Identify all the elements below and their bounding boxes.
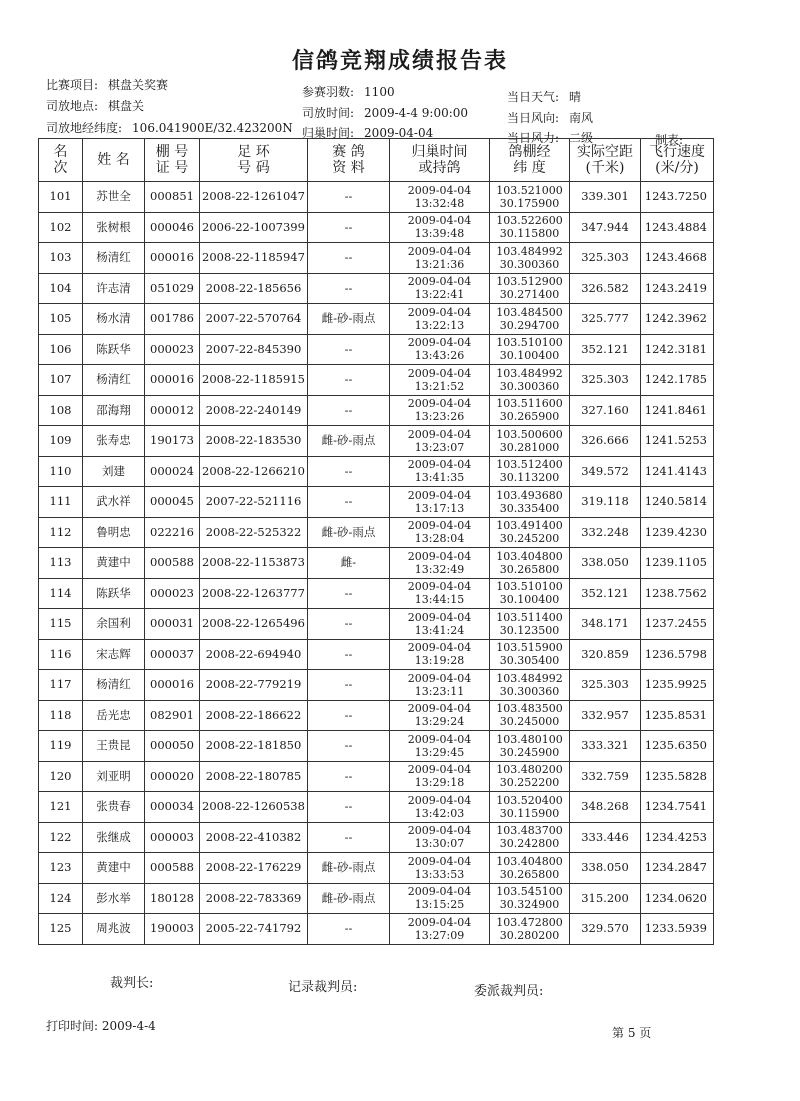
return-time: 归巢时间: 2009-04-04: [302, 126, 434, 140]
speed-cell: 1240.5814: [641, 487, 714, 518]
loft-coords-cell: 103.472800 30.280200: [490, 914, 570, 945]
speed-cell: 1241.4143: [641, 456, 714, 487]
report-title: 信鸽竞翔成绩报告表: [291, 48, 508, 74]
results-table: [38, 138, 714, 945]
arrival-cell: 2009-04-04 13:23:07: [390, 426, 490, 457]
name-cell: 彭水举: [83, 883, 145, 914]
name-cell: 杨清红: [83, 243, 145, 274]
distance-cell: 349.572: [570, 456, 641, 487]
loft-coords-cell: 103.483500 30.245000: [490, 700, 570, 731]
name-cell: 刘建: [83, 456, 145, 487]
speed-cell: 1238.7562: [641, 578, 714, 609]
loft-cell: 000588: [145, 548, 200, 579]
rank-cell: 120: [39, 761, 83, 792]
speed-cell: 1239.1105: [641, 548, 714, 579]
distance-cell: 348.171: [570, 609, 641, 640]
name-cell: 张贵春: [83, 792, 145, 823]
speed-cell: 1234.2847: [641, 853, 714, 884]
table-row: [39, 883, 714, 914]
wind-force: 当日风力: 二级: [507, 131, 594, 145]
loft-coords-cell: 103.493680 30.335400: [490, 487, 570, 518]
header-name: 姓 名: [83, 139, 145, 182]
ring-cell: 2005-22-741792: [200, 914, 308, 945]
table-row: [39, 578, 714, 609]
loft-cell: 000046: [145, 212, 200, 243]
speed-cell: 1235.9925: [641, 670, 714, 701]
rank-cell: 117: [39, 670, 83, 701]
arrival-cell: 2009-04-04 13:42:03: [390, 792, 490, 823]
speed-cell: 1242.3181: [641, 334, 714, 365]
rank-cell: 122: [39, 822, 83, 853]
distance-cell: 338.050: [570, 548, 641, 579]
pigeon-info-cell: 雌-砂-雨点: [308, 426, 390, 457]
rank-cell: 105: [39, 304, 83, 335]
loft-cell: 000034: [145, 792, 200, 823]
name-cell: 张寿忠: [83, 426, 145, 457]
table-row: [39, 548, 714, 579]
header-ring: 足 环 号 码: [200, 139, 308, 182]
name-cell: 苏世全: [83, 182, 145, 213]
loft-coords-cell: 103.522600 30.115800: [490, 212, 570, 243]
loft-cell: 190173: [145, 426, 200, 457]
distance-cell: 315.200: [570, 883, 641, 914]
loft-cell: 000588: [145, 853, 200, 884]
record-judge-label: 记录裁判员:: [288, 980, 358, 995]
loft-coords-cell: 103.483700 30.242800: [490, 822, 570, 853]
ring-cell: 2008-22-783369: [200, 883, 308, 914]
table-row: [39, 609, 714, 640]
rank-cell: 125: [39, 914, 83, 945]
loft-cell: 001786: [145, 304, 200, 335]
loft-cell: 000012: [145, 395, 200, 426]
speed-cell: 1243.4668: [641, 243, 714, 274]
loft-cell: 000023: [145, 334, 200, 365]
print-time: 打印时间: 2009-4-4: [46, 1019, 156, 1033]
ring-cell: 2008-22-1260538: [200, 792, 308, 823]
distance-cell: 348.268: [570, 792, 641, 823]
distance-cell: 338.050: [570, 853, 641, 884]
loft-cell: 000024: [145, 456, 200, 487]
table-row: [39, 517, 714, 548]
ring-cell: 2008-22-1153873: [200, 548, 308, 579]
distance-cell: 332.957: [570, 700, 641, 731]
pigeon-info-cell: --: [308, 761, 390, 792]
loft-cell: 082901: [145, 700, 200, 731]
distance-cell: 333.446: [570, 822, 641, 853]
rank-cell: 104: [39, 273, 83, 304]
loft-cell: 000023: [145, 578, 200, 609]
rank-cell: 116: [39, 639, 83, 670]
table-row: [39, 487, 714, 518]
speed-cell: 1243.2419: [641, 273, 714, 304]
name-cell: 邵海翔: [83, 395, 145, 426]
speed-cell: 1241.8461: [641, 395, 714, 426]
loft-cell: 000020: [145, 761, 200, 792]
arrival-cell: 2009-04-04 13:44:15: [390, 578, 490, 609]
name-cell: 张树根: [83, 212, 145, 243]
distance-cell: 352.121: [570, 578, 641, 609]
rank-cell: 109: [39, 426, 83, 457]
release-place: 司放地点: 棋盘关: [46, 99, 145, 113]
speed-cell: 1243.4884: [641, 212, 714, 243]
pigeon-info-cell: --: [308, 456, 390, 487]
rank-cell: 102: [39, 212, 83, 243]
pigeon-info-cell: 雌-砂-雨点: [308, 883, 390, 914]
arrival-cell: 2009-04-04 13:41:35: [390, 456, 490, 487]
distance-cell: 327.160: [570, 395, 641, 426]
distance-cell: 325.303: [570, 670, 641, 701]
loft-coords-cell: 103.500600 30.281000: [490, 426, 570, 457]
ring-cell: 2008-22-186622: [200, 700, 308, 731]
ring-cell: 2008-22-410382: [200, 822, 308, 853]
arrival-cell: 2009-04-04 13:17:13: [390, 487, 490, 518]
table-row: [39, 853, 714, 884]
pigeon-info-cell: --: [308, 609, 390, 640]
pigeon-info-cell: --: [308, 578, 390, 609]
weather: 当日天气: 晴: [507, 90, 582, 104]
arrival-cell: 2009-04-04 13:29:18: [390, 761, 490, 792]
loft-cell: 022216: [145, 517, 200, 548]
speed-cell: 1235.5828: [641, 761, 714, 792]
table-row: [39, 273, 714, 304]
arrival-cell: 2009-04-04 13:23:11: [390, 670, 490, 701]
distance-cell: 352.121: [570, 334, 641, 365]
name-cell: 杨清红: [83, 365, 145, 396]
loft-coords-cell: 103.515900 30.305400: [490, 639, 570, 670]
name-cell: 黄建中: [83, 853, 145, 884]
loft-cell: 000016: [145, 670, 200, 701]
arrival-cell: 2009-04-04 13:29:45: [390, 731, 490, 762]
rank-cell: 111: [39, 487, 83, 518]
arrival-cell: 2009-04-04 13:43:26: [390, 334, 490, 365]
ring-cell: 2007-22-845390: [200, 334, 308, 365]
loft-coords-cell: 103.480200 30.252200: [490, 761, 570, 792]
arrival-cell: 2009-04-04 13:15:25: [390, 883, 490, 914]
loft-coords-cell: 103.511600 30.265900: [490, 395, 570, 426]
header-loft-coords: 鸽棚经 纬 度: [490, 139, 570, 182]
arrival-cell: 2009-04-04 13:22:41: [390, 273, 490, 304]
loft-coords-cell: 103.545100 30.324900: [490, 883, 570, 914]
name-cell: 武水祥: [83, 487, 145, 518]
loft-cell: 180128: [145, 883, 200, 914]
distance-cell: 332.248: [570, 517, 641, 548]
pigeon-info-cell: --: [308, 670, 390, 701]
loft-coords-cell: 103.491400 30.245200: [490, 517, 570, 548]
release-coords: 司放地经纬度: 106.041900E/32.423200N: [46, 121, 293, 135]
loft-coords-cell: 103.404800 30.265800: [490, 548, 570, 579]
assigned-judge-label: 委派裁判员:: [474, 984, 544, 999]
distance-cell: 326.666: [570, 426, 641, 457]
rank-cell: 108: [39, 395, 83, 426]
ring-cell: 2008-22-181850: [200, 731, 308, 762]
speed-cell: 1234.0620: [641, 883, 714, 914]
loft-coords-cell: 103.512400 30.113200: [490, 456, 570, 487]
distance-cell: 347.944: [570, 212, 641, 243]
table-row: [39, 365, 714, 396]
ring-cell: 2008-22-1185915: [200, 365, 308, 396]
ring-cell: 2008-22-183530: [200, 426, 308, 457]
results-body: [39, 182, 714, 945]
loft-coords-cell: 103.484992 30.300360: [490, 670, 570, 701]
pigeon-info-cell: --: [308, 914, 390, 945]
entries: 参赛羽数: 1100: [302, 85, 395, 99]
loft-cell: 000037: [145, 639, 200, 670]
rank-cell: 114: [39, 578, 83, 609]
loft-cell: 000031: [145, 609, 200, 640]
ring-cell: 2008-22-525322: [200, 517, 308, 548]
rank-cell: 119: [39, 731, 83, 762]
pigeon-info-cell: --: [308, 700, 390, 731]
ring-cell: 2008-22-1261047: [200, 182, 308, 213]
pigeon-info-cell: --: [308, 395, 390, 426]
ring-cell: 2008-22-1266210: [200, 456, 308, 487]
ring-cell: 2008-22-694940: [200, 639, 308, 670]
rank-cell: 121: [39, 792, 83, 823]
table-header-row: [39, 139, 714, 182]
rank-cell: 112: [39, 517, 83, 548]
rank-cell: 124: [39, 883, 83, 914]
ring-cell: 2007-22-570764: [200, 304, 308, 335]
header-arrival: 归巢时间 或持鸽: [390, 139, 490, 182]
ring-cell: 2008-22-1265496: [200, 609, 308, 640]
speed-cell: 1242.1785: [641, 365, 714, 396]
name-cell: 鲁明忠: [83, 517, 145, 548]
rank-cell: 110: [39, 456, 83, 487]
table-row: [39, 243, 714, 274]
loft-cell: 190003: [145, 914, 200, 945]
table-row: [39, 212, 714, 243]
wind-direction: 当日风向: 南风: [507, 111, 594, 125]
distance-cell: 329.570: [570, 914, 641, 945]
arrival-cell: 2009-04-04 13:32:49: [390, 548, 490, 579]
loft-coords-cell: 103.512900 30.271400: [490, 273, 570, 304]
name-cell: 周兆波: [83, 914, 145, 945]
distance-cell: 319.118: [570, 487, 641, 518]
name-cell: 杨清红: [83, 670, 145, 701]
pigeon-info-cell: --: [308, 243, 390, 274]
ring-cell: 2008-22-180785: [200, 761, 308, 792]
pigeon-info-cell: --: [308, 639, 390, 670]
ring-cell: 2008-22-1263777: [200, 578, 308, 609]
rank-cell: 107: [39, 365, 83, 396]
table-row: [39, 731, 714, 762]
loft-coords-cell: 103.510100 30.100400: [490, 578, 570, 609]
table-row: [39, 761, 714, 792]
ring-cell: 2006-22-1007399: [200, 212, 308, 243]
ring-cell: 2007-22-521116: [200, 487, 308, 518]
pigeon-info-cell: --: [308, 822, 390, 853]
header-distance: 实际空距 (千米): [570, 139, 641, 182]
header-rank: 名 次: [39, 139, 83, 182]
table-row: [39, 395, 714, 426]
header-loft: 棚 号 证 号: [145, 139, 200, 182]
table-row: [39, 334, 714, 365]
table-row: [39, 639, 714, 670]
arrival-cell: 2009-04-04 13:27:09: [390, 914, 490, 945]
distance-cell: 326.582: [570, 273, 641, 304]
arrival-cell: 2009-04-04 13:39:48: [390, 212, 490, 243]
arrival-cell: 2009-04-04 13:30:07: [390, 822, 490, 853]
ring-cell: 2008-22-185656: [200, 273, 308, 304]
loft-coords-cell: 103.521000 30.175900: [490, 182, 570, 213]
distance-cell: 325.303: [570, 243, 641, 274]
rank-cell: 118: [39, 700, 83, 731]
speed-cell: 1234.7541: [641, 792, 714, 823]
table-row: [39, 670, 714, 701]
race-item: 比赛项目: 棋盘关奖赛: [46, 78, 169, 92]
pigeon-info-cell: 雌-: [308, 548, 390, 579]
pigeon-info-cell: --: [308, 487, 390, 518]
arrival-cell: 2009-04-04 13:22:13: [390, 304, 490, 335]
loft-coords-cell: 103.511400 30.123500: [490, 609, 570, 640]
rank-cell: 115: [39, 609, 83, 640]
loft-coords-cell: 103.484992 30.300360: [490, 365, 570, 396]
loft-cell: 051029: [145, 273, 200, 304]
pigeon-info-cell: --: [308, 273, 390, 304]
pigeon-info-cell: --: [308, 182, 390, 213]
name-cell: 陈跃华: [83, 578, 145, 609]
loft-cell: 000016: [145, 243, 200, 274]
name-cell: 岳光忠: [83, 700, 145, 731]
speed-cell: 1239.4230: [641, 517, 714, 548]
pigeon-info-cell: --: [308, 731, 390, 762]
loft-cell: 000050: [145, 731, 200, 762]
name-cell: 许志清: [83, 273, 145, 304]
loft-cell: 000016: [145, 365, 200, 396]
pigeon-info-cell: --: [308, 212, 390, 243]
release-time: 司放时间: 2009-4-4 9:00:00: [302, 106, 469, 120]
speed-cell: 1241.5253: [641, 426, 714, 457]
loft-coords-cell: 103.484992 30.300360: [490, 243, 570, 274]
ring-cell: 2008-22-1185947: [200, 243, 308, 274]
loft-coords-cell: 103.510100 30.100400: [490, 334, 570, 365]
rank-cell: 103: [39, 243, 83, 274]
rank-cell: 101: [39, 182, 83, 213]
name-cell: 黄建中: [83, 548, 145, 579]
table-row: [39, 182, 714, 213]
distance-cell: 339.301: [570, 182, 641, 213]
table-row: [39, 822, 714, 853]
page-number: 第 5 页: [612, 1026, 652, 1040]
pigeon-info-cell: 雌-砂-雨点: [308, 853, 390, 884]
header-speed: 飞行速度 (米/分): [641, 139, 714, 182]
arrival-cell: 2009-04-04 13:21:36: [390, 243, 490, 274]
header-pigeon-info: 赛 鸽 资 料: [308, 139, 390, 182]
speed-cell: 1242.3962: [641, 304, 714, 335]
distance-cell: 325.777: [570, 304, 641, 335]
name-cell: 王贵昆: [83, 731, 145, 762]
arrival-cell: 2009-04-04 13:21:52: [390, 365, 490, 396]
arrival-cell: 2009-04-04 13:23:26: [390, 395, 490, 426]
ring-cell: 2008-22-176229: [200, 853, 308, 884]
speed-cell: 1243.7250: [641, 182, 714, 213]
ring-cell: 2008-22-779219: [200, 670, 308, 701]
chief-judge-label: 裁判长:: [110, 976, 154, 991]
rank-cell: 113: [39, 548, 83, 579]
name-cell: 张继成: [83, 822, 145, 853]
arrival-cell: 2009-04-04 13:32:48: [390, 182, 490, 213]
table-row: [39, 792, 714, 823]
loft-coords-cell: 103.404800 30.265800: [490, 853, 570, 884]
name-cell: 宋志辉: [83, 639, 145, 670]
arrival-cell: 2009-04-04 13:41:24: [390, 609, 490, 640]
table-row: [39, 914, 714, 945]
pigeon-info-cell: --: [308, 365, 390, 396]
speed-cell: 1235.6350: [641, 731, 714, 762]
rank-cell: 123: [39, 853, 83, 884]
loft-cell: 000045: [145, 487, 200, 518]
table-row: [39, 426, 714, 457]
speed-cell: 1236.5798: [641, 639, 714, 670]
speed-cell: 1233.5939: [641, 914, 714, 945]
speed-cell: 1234.4253: [641, 822, 714, 853]
speed-cell: 1235.8531: [641, 700, 714, 731]
table-row: [39, 304, 714, 335]
table-row: [39, 456, 714, 487]
arrival-cell: 2009-04-04 13:19:28: [390, 639, 490, 670]
name-cell: 陈跃华: [83, 334, 145, 365]
arrival-cell: 2009-04-04 13:29:24: [390, 700, 490, 731]
name-cell: 杨水清: [83, 304, 145, 335]
arrival-cell: 2009-04-04 13:33:53: [390, 853, 490, 884]
pigeon-info-cell: 雌-砂-雨点: [308, 304, 390, 335]
name-cell: 刘亚明: [83, 761, 145, 792]
loft-coords-cell: 103.484500 30.294700: [490, 304, 570, 335]
distance-cell: 333.321: [570, 731, 641, 762]
pigeon-info-cell: --: [308, 334, 390, 365]
table-maker: 制表:: [655, 133, 684, 147]
rank-cell: 106: [39, 334, 83, 365]
loft-cell: 000851: [145, 182, 200, 213]
speed-cell: 1237.2455: [641, 609, 714, 640]
loft-cell: 000003: [145, 822, 200, 853]
ring-cell: 2008-22-240149: [200, 395, 308, 426]
loft-coords-cell: 103.480100 30.245900: [490, 731, 570, 762]
distance-cell: 320.859: [570, 639, 641, 670]
pigeon-info-cell: --: [308, 792, 390, 823]
name-cell: 余国利: [83, 609, 145, 640]
table-row: [39, 700, 714, 731]
arrival-cell: 2009-04-04 13:28:04: [390, 517, 490, 548]
distance-cell: 325.303: [570, 365, 641, 396]
distance-cell: 332.759: [570, 761, 641, 792]
loft-coords-cell: 103.520400 30.115900: [490, 792, 570, 823]
pigeon-info-cell: 雌-砂-雨点: [308, 517, 390, 548]
